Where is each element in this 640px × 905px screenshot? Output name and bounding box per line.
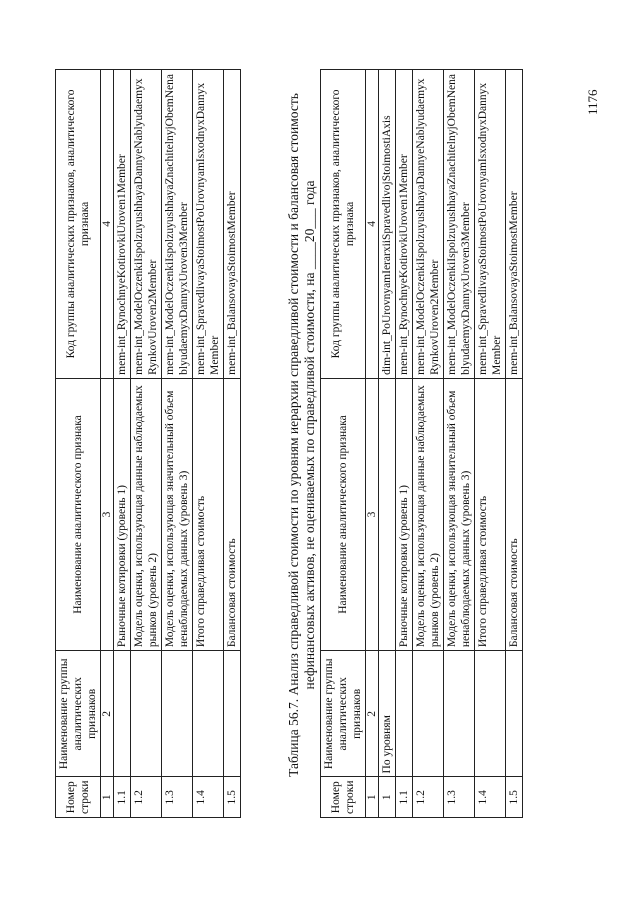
column-index: 4 — [101, 70, 114, 379]
row-number-cell: 1.1 — [396, 777, 413, 818]
table-row — [475, 70, 506, 818]
table-row — [162, 70, 193, 818]
table-row — [114, 70, 131, 818]
code-cell: mem-int_SpravedlivayaStoimostPoUrovnyamIsxodnyxDannyxMember — [475, 70, 506, 379]
header-code: Код группы аналитических признаков, аналитического признака — [56, 70, 101, 379]
group-name-cell — [114, 651, 131, 777]
group-name-cell — [475, 651, 506, 777]
group-name-cell — [396, 651, 413, 777]
code-cell: mem-int_BalansovayaStoimostMember — [506, 70, 523, 379]
attr-name-cell — [379, 378, 396, 650]
column-index-row — [101, 70, 114, 818]
group-name-cell — [444, 651, 475, 777]
table-title: Таблица 56.7. Анализ справедливой стоимости по уровням иерархии справедливой стоимости и балансовая стоимость нефинансовых активов, не оцениваемых по справедливой стоимости, на ____20___ года — [286, 93, 317, 777]
row-number-cell: 1 — [379, 777, 396, 818]
code-cell: mem-int_ModelOczenkiIspolzuyushhayaZnachitelnyjObemNenablyudaemyxDannyxUroven3Member — [444, 70, 475, 379]
row-number-cell: 1.5 — [506, 777, 523, 818]
row-number-cell: 1.3 — [162, 777, 193, 818]
group-name-cell: По уровням — [379, 651, 396, 777]
group-name-cell — [224, 651, 241, 777]
row-number-cell: 1.4 — [193, 777, 224, 818]
header-group-name: Наименование группы аналитических признаков — [321, 651, 366, 777]
row-number-cell: 1.4 — [475, 777, 506, 818]
attr-name-cell: Итого справедливая стоимость — [193, 378, 224, 650]
row-number-cell: 1.3 — [444, 777, 475, 818]
table-row — [413, 70, 444, 818]
code-cell: dim-int_PoUrovnyamIerarxiiSpravedlivojStoimostiAxis — [379, 70, 396, 379]
table-continued — [55, 69, 241, 818]
column-index: 4 — [366, 70, 379, 379]
header-group-name: Наименование группы аналитических признаков — [56, 651, 101, 777]
code-cell: mem-int_ModelOczenkiIspolzuyushhayaZnachitelnyjObemNenablyudaemyxDannyxUroven3Member — [162, 70, 193, 379]
group-name-cell — [131, 651, 162, 777]
table-row — [506, 70, 523, 818]
row-number-cell: 1.2 — [131, 777, 162, 818]
group-name-cell — [506, 651, 523, 777]
column-index: 1 — [366, 777, 379, 818]
table-row — [396, 70, 413, 818]
header-code: Код группы аналитических признаков, аналитического признака — [321, 70, 366, 379]
column-index: 1 — [101, 777, 114, 818]
group-name-cell — [193, 651, 224, 777]
table-row — [131, 70, 162, 818]
attr-name-cell: Модель оценки, использующая значительный объем ненаблюдаемых данных (уровень 3) — [162, 378, 193, 650]
code-cell: mem-int_ModelOczenkiIspolzuyushhayaDannyeNablyudaemyxRynkovUroven2Member — [131, 70, 162, 379]
group-name-cell — [413, 651, 444, 777]
row-number-cell: 1.1 — [114, 777, 131, 818]
code-cell: mem-int_ModelOczenkiIspolzuyushhayaDannyeNablyudaemyxRynkovUroven2Member — [413, 70, 444, 379]
header-row-number: Номер строки — [321, 777, 366, 818]
attr-name-cell: Модель оценки, использующая данные наблюдаемых рынков (уровень 2) — [413, 378, 444, 650]
attr-name-cell: Итого справедливая стоимость — [475, 378, 506, 650]
code-cell: mem-int_RynochnyeKotirovkiUroven1Member — [396, 70, 413, 379]
attr-name-cell: Рыночные котировки (уровень 1) — [114, 378, 131, 650]
column-index: 3 — [101, 378, 114, 650]
page-number: 1176 — [585, 89, 600, 115]
header-row — [56, 70, 101, 818]
table-row — [224, 70, 241, 818]
header-attr-name: Наименование аналитического признака — [321, 378, 366, 650]
code-cell: mem-int_BalansovayaStoimostMember — [224, 70, 241, 379]
attr-name-cell: Балансовая стоимость — [224, 378, 241, 650]
header-attr-name: Наименование аналитического признака — [56, 378, 101, 650]
column-index: 2 — [101, 651, 114, 777]
row-number-cell: 1.2 — [413, 777, 444, 818]
table-56-7 — [320, 69, 523, 818]
header-row — [321, 70, 366, 818]
code-cell: mem-int_SpravedlivayaStoimostPoUrovnyamIsxodnyxDannyxMember — [193, 70, 224, 379]
row-number-cell: 1.5 — [224, 777, 241, 818]
code-cell: mem-int_RynochnyeKotirovkiUroven1Member — [114, 70, 131, 379]
column-index: 3 — [366, 378, 379, 650]
group-name-cell — [162, 651, 193, 777]
attr-name-cell: Модель оценки, использующая данные наблюдаемых рынков (уровень 2) — [131, 378, 162, 650]
header-row-number: Номер строки — [56, 777, 101, 818]
column-index: 2 — [366, 651, 379, 777]
table-row — [444, 70, 475, 818]
attr-name-cell: Рыночные котировки (уровень 1) — [396, 378, 413, 650]
table-row — [379, 70, 396, 818]
attr-name-cell: Модель оценки, использующая значительный объем ненаблюдаемых данных (уровень 3) — [444, 378, 475, 650]
column-index-row — [366, 70, 379, 818]
attr-name-cell: Балансовая стоимость — [506, 378, 523, 650]
table-row — [193, 70, 224, 818]
